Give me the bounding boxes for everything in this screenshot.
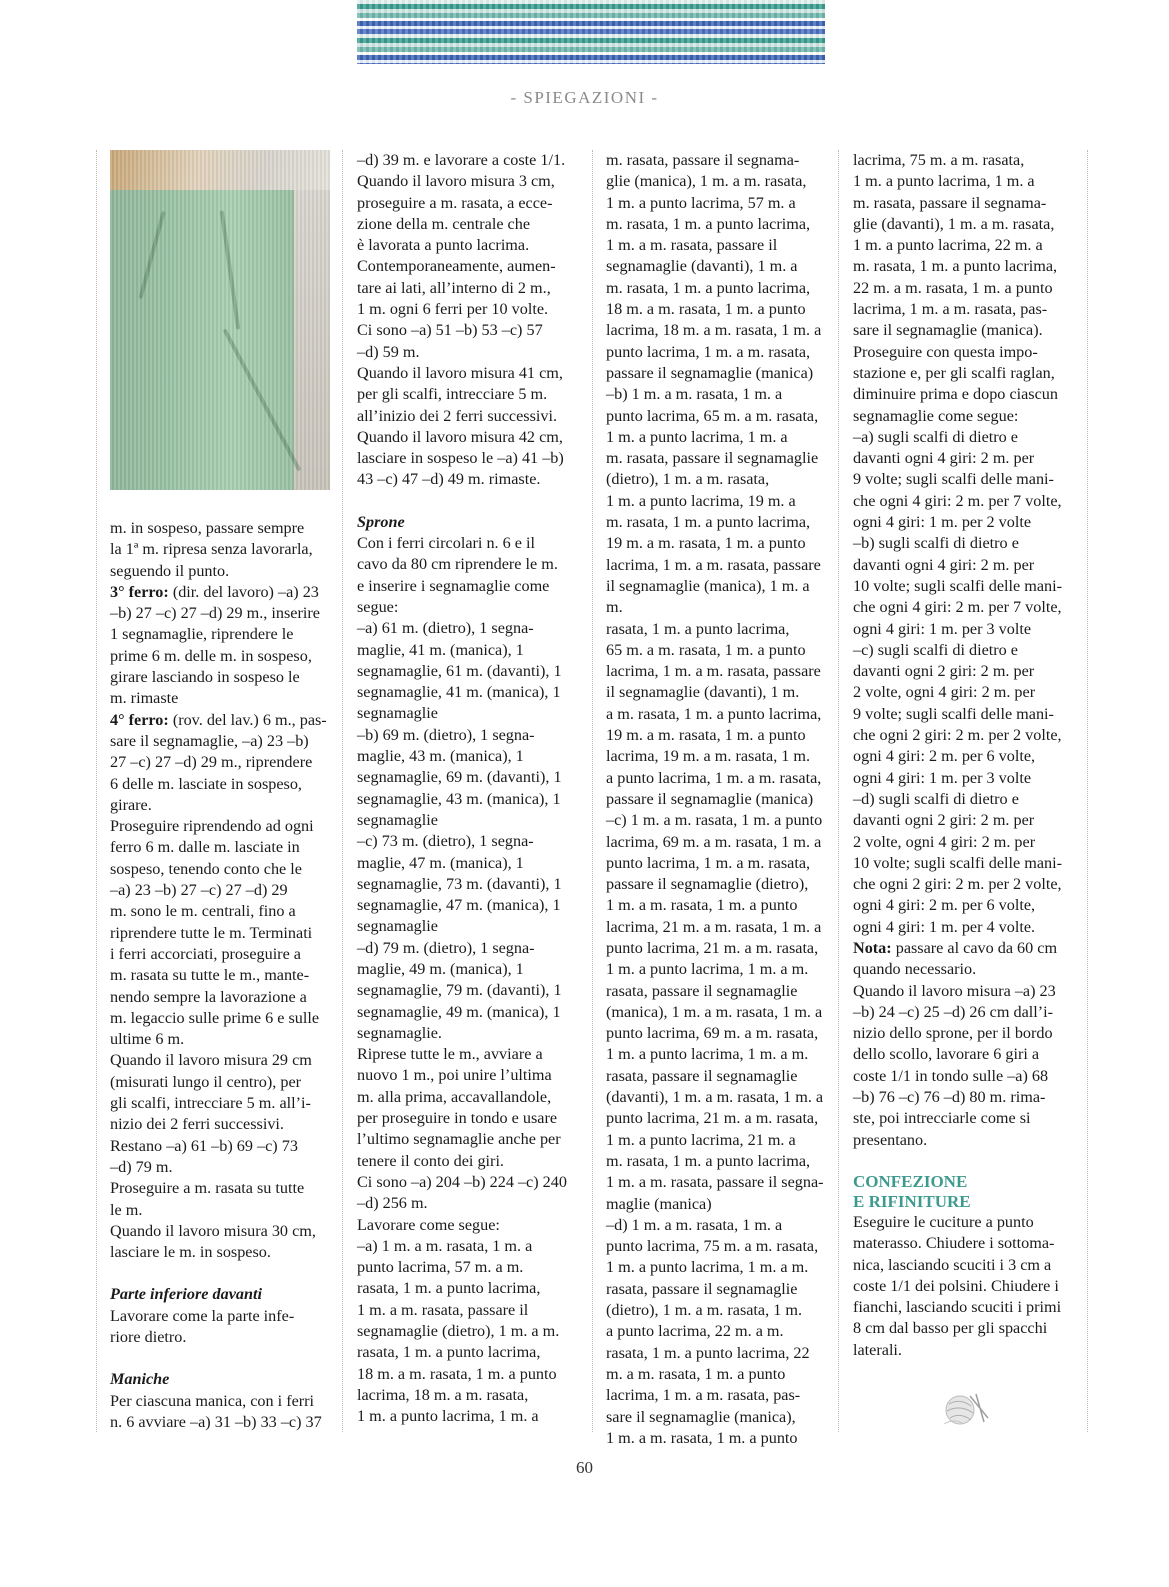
section-heading: Sprone	[357, 512, 405, 531]
instruction-paragraph: –d) 39 m. e lavorare a coste 1/1. Quando il lavoro misura 3 cm, proseguire a m. rasata, a ecce- zione della m. centrale che è lavorata a punto lacrima. Contemporaneamente, aumen- tare ai lati, all’interno di 2 m., 1 m. ogni 6 ferri per 10 volte. Ci sono –a) 51 –b) 53 –c) 57 –d) 59 m. Quando il lavoro misura 41 cm, per gli scalfi, intrecciare 5 m. all’inizio dei 2 ferri successivi. Quando il lavoro misura 42 cm, lasciare in sospeso le –a) 41 –b) 43 –c) 47 –d) 49 m. rimaste.	[357, 151, 566, 489]
section-heading: Parte inferiore davanti	[110, 1285, 262, 1304]
text-column-4	[853, 150, 1075, 1361]
instruction-paragraph: Con i ferri circolari n. 6 e il cavo da 80 cm riprendere le m. e inserire i segnamaglie come segue: –a) 61 m. (dietro), 1 segna- maglie, 41 m. (manica), 1 segnamaglie, 61 m. (davanti), 1 segnamaglie, 41 m. (manica), 1 segnamaglie –b) 69 m. (dietro), 1 segna- maglie, 43 m. (manica), 1 segnamaglie, 69 m. (davanti), 1 segnamaglie, 43 m. (manica), 1 segnamaglie –c) 73 m. (dietro), 1 segna- maglie, 47 m. (manica), 1 segnamaglie, 73 m. (davanti), 1 segnamaglie, 47 m. (manica), 1 segnamaglie –d) 79 m. (dietro), 1 segna- maglie, 49 m. (manica), 1 segnamaglie, 79 m. (davanti), 1 segnamaglie, 49 m. (manica), 1 segnamaglie. Riprese tutte le m., avviare a nuovo 1 m., poi unire l’ultima m. alla prima, accavallandole, per proseguire in tondo e usare l’ultimo segnamaglie anche per tenere il conto dei giri. Ci sono –a) 204 –b) 224 –c) 240 –d) 256 m. Lavorare come segue: –a) 1 m. a m. rasata, 1 m. a punto lacrima, 57 m. a m. rasata, 1 m. a punto lacrima, 1 m. a m. rasata, passare il segnamaglie (dietro), 1 m. a m. rasata, 1 m. a punto lacrima, 18 m. a m. rasata, 1 m. a punto lacrima, 18 m. a m. rasata, 1 m. a punto lacrima, 1 m. a	[357, 534, 567, 1426]
text-column-3	[606, 150, 828, 1449]
column-divider	[342, 150, 343, 1432]
yarn-ball-icon	[940, 1388, 990, 1428]
section-heading: Maniche	[110, 1370, 170, 1389]
instruction-paragraph: m. rasata, passare il segnama- glie (manica), 1 m. a m. rasata, 1 m. a punto lacrima, 57 m. a m. rasata, 1 m. a punto lacrima, 1 m. a m. rasata, passare il segnamaglie (davanti), 1 m. a m. rasata, 1 m. a punto lacrima, 18 m. a m. rasata, 1 m. a punto lacrima, 18 m. a m. rasata, 1 m. a punto lacrima, 1 m. a m. rasata, passare il segnamaglie (manica) –b) 1 m. a m. rasata, 1 m. a punto lacrima, 65 m. a m. rasata, 1 m. a punto lacrima, 1 m. a m. rasata, passare il segnamaglie (dietro), 1 m. a m. rasata, 1 m. a punto lacrima, 19 m. a m. rasata, 1 m. a punto lacrima, 19 m. a m. rasata, 1 m. a punto lacrima, 1 m. a m. rasata, passare il segnamaglie (manica), 1 m. a m. rasata, 1 m. a punto lacrima, 65 m. a m. rasata, 1 m. a punto lacrima, 1 m. a m. rasata, passare il segnamaglie (davanti), 1 m. a m. rasata, 1 m. a punto lacrima, 19 m. a m. rasata, 1 m. a punto lacrima, 19 m. a m. rasata, 1 m. a punto lacrima, 1 m. a m. rasata, passare il segnamaglie (manica) –c) 1 m. a m. rasata, 1 m. a punto lacrima, 69 m. a m. rasata, 1 m. a punto lacrima, 1 m. a m. rasata, passare il segnamaglie (dietro), 1 m. a m. rasata, 1 m. a punto lacrima, 21 m. a m. rasata, 1 m. a punto lacrima, 21 m. a m. rasata, 1 m. a punto lacrima, 1 m. a m. rasata, passare il segnamaglie (manica), 1 m. a m. rasata, 1 m. a punto lacrima, 69 m. a m. rasata, 1 m. a punto lacrima, 1 m. a m. rasata, passare il segnamaglie (davanti), 1 m. a m. rasata, 1 m. a punto lacrima, 21 m. a m. rasata, 1 m. a punto lacrima, 21 m. a m. rasata, 1 m. a punto lacrima, 1 m. a m. rasata, passare il segna- maglie (manica) –d) 1 m. a m. rasata, 1 m. a punto lacrima, 75 m. a m. rasata, 1 m. a punto lacrima, 1 m. a m. rasata, passare il segnamaglie (dietro), 1 m. a m. rasata, 1 m. a punto lacrima, 22 m. a m. rasata, 1 m. a punto lacrima, 22 m. a m. rasata, 1 m. a punto lacrima, 1 m. a m. rasata, pas- sare il segnamaglie (manica), 1 m. a m. rasata, 1 m. a punto	[606, 151, 824, 1447]
column-divider	[592, 150, 593, 1432]
instruction-paragraph: Proseguire riprendendo ad ogni ferro 6 m. dalle m. lasciate in sospeso, tenendo conto che le –a) 23 –b) 27 –c) 27 –d) 29 m. sono le m. centrali, fino a riprendere tutte le m. Terminati i ferri accorciati, proseguire a m. rasata su tutte le m., mante- nendo sempre la lavorazione a m. legaccio sulle prime 6 e sulle ultime 6 m.	[110, 817, 320, 1049]
instruction-paragraph: Quando il lavoro misura 29 cm (misurati lungo il centro), per gli scalfi, intrecciare 5 m. all’i- nizio dei 2 ferri successivi.	[110, 1051, 312, 1134]
instruction-paragraph: Quando il lavoro misura –a) 23 –b) 24 –c) 25 –d) 26 cm dall’i- nizio dello sprone, per il bordo dello scollo, lavorare 6 giri a coste 1/1 in tondo sulle –a) 68 –b) 76 –c) 76 –d) 80 m. rima- ste, poi intrecciarle come si presentano.	[853, 981, 1056, 1149]
section-heading: CONFEZIONE E RIFINITURE	[853, 1171, 971, 1211]
section-title: - SPIEGAZIONI -	[510, 88, 659, 107]
sweater-photo	[110, 150, 330, 490]
column-divider	[838, 150, 839, 1432]
instruction-paragraph: Per ciascuna manica, con i ferri n. 6 avviare –a) 31 –b) 33 –c) 37	[110, 1391, 322, 1431]
instruction-paragraph: Eseguire le cuciture a punto materasso. Chiudere i sottoma- nica, lasciando scuciti i 3 cm a coste 1/1 dei polsini. Chiudere i fianchi, lasciando scuciti i primi 8 cm dal basso per gli spacchi laterali.	[853, 1212, 1062, 1359]
note-paragraph: Nota: passare al cavo da 60 cm quando necessario.	[853, 938, 1058, 979]
instruction-paragraph: 4° ferro: (rov. del lav.) 6 m., pas- sare il segnamaglie, –a) 23 –b) 27 –c) 27 –d) 29 m., riprendere 6 delle m. lasciate in sospeso, girare.	[110, 710, 327, 814]
row-label: 4° ferro:	[110, 710, 169, 729]
knit-texture-banner	[357, 0, 825, 64]
instruction-paragraph: Restano –a) 61 –b) 69 –c) 73 –d) 79 m.	[110, 1136, 298, 1176]
note-label: Nota:	[853, 938, 892, 957]
text-column-2	[357, 150, 579, 1428]
page-number: 60	[576, 1458, 593, 1477]
column-divider	[1087, 150, 1088, 1432]
instruction-paragraph: lacrima, 75 m. a m. rasata, 1 m. a punto lacrima, 1 m. a m. rasata, passare il segnama- glie (davanti), 1 m. a m. rasata, 1 m. a punto lacrima, 22 m. a m. rasata, 1 m. a punto lacrima, 22 m. a m. rasata, 1 m. a punto lacrima, 1 m. a m. rasata, pas- sare il segnamaglie (manica). Proseguire con questa impo- stazione e, per gli scalfi raglan, diminuire prima e dopo ciascun segnamaglie come segue: –a) sugli scalfi di dietro e davanti ogni 4 giri: 2 m. per 9 volte; sugli scalfi delle mani- che ogni 4 giri: 2 m. per 7 volte, ogni 4 giri: 1 m. per 2 volte –b) sugli scalfi di dietro e davanti ogni 4 giri: 2 m. per 10 volte; sugli scalfi delle mani- che ogni 4 giri: 2 m. per 7 volte, ogni 4 giri: 1 m. per 3 volte –c) sugli scalfi di dietro e davanti ogni 2 giri: 2 m. per 2 volte, ogni 4 giri: 2 m. per 9 volte; sugli scalfi delle mani- che ogni 2 giri: 2 m. per 2 volte, ogni 4 giri: 2 m. per 6 volte, ogni 4 giri: 1 m. per 3 volte –d) sugli scalfi di dietro e davanti ogni 2 giri: 2 m. per 2 volte, ogni 4 giri: 2 m. per 10 volte; sugli scalfi delle mani- che ogni 2 giri: 2 m. per 2 volte, ogni 4 giri: 2 m. per 6 volte, ogni 4 giri: 1 m. per 4 volte.	[853, 151, 1063, 936]
instruction-paragraph: Proseguire a m. rasata su tutte le m.	[110, 1179, 305, 1219]
instruction-paragraph: 3° ferro: (dir. del lavoro) –a) 23 –b) 27 –c) 27 –d) 29 m., inserire 1 segnamaglie, riprendere le prime 6 m. delle m. in sospeso, girare lasciando in sospeso le m. rimaste	[110, 582, 320, 708]
instruction-paragraph: m. in sospeso, passare sempre la 1ª m. ripresa senza lavorarla, seguendo il punto.	[110, 519, 313, 580]
column-divider	[96, 150, 97, 1432]
instruction-paragraph: Lavorare come la parte infe- riore dietro.	[110, 1306, 295, 1346]
row-label: 3° ferro:	[110, 582, 169, 601]
instruction-paragraph: Quando il lavoro misura 30 cm, lasciare le m. in sospeso.	[110, 1221, 316, 1262]
text-column-1	[110, 150, 332, 1433]
